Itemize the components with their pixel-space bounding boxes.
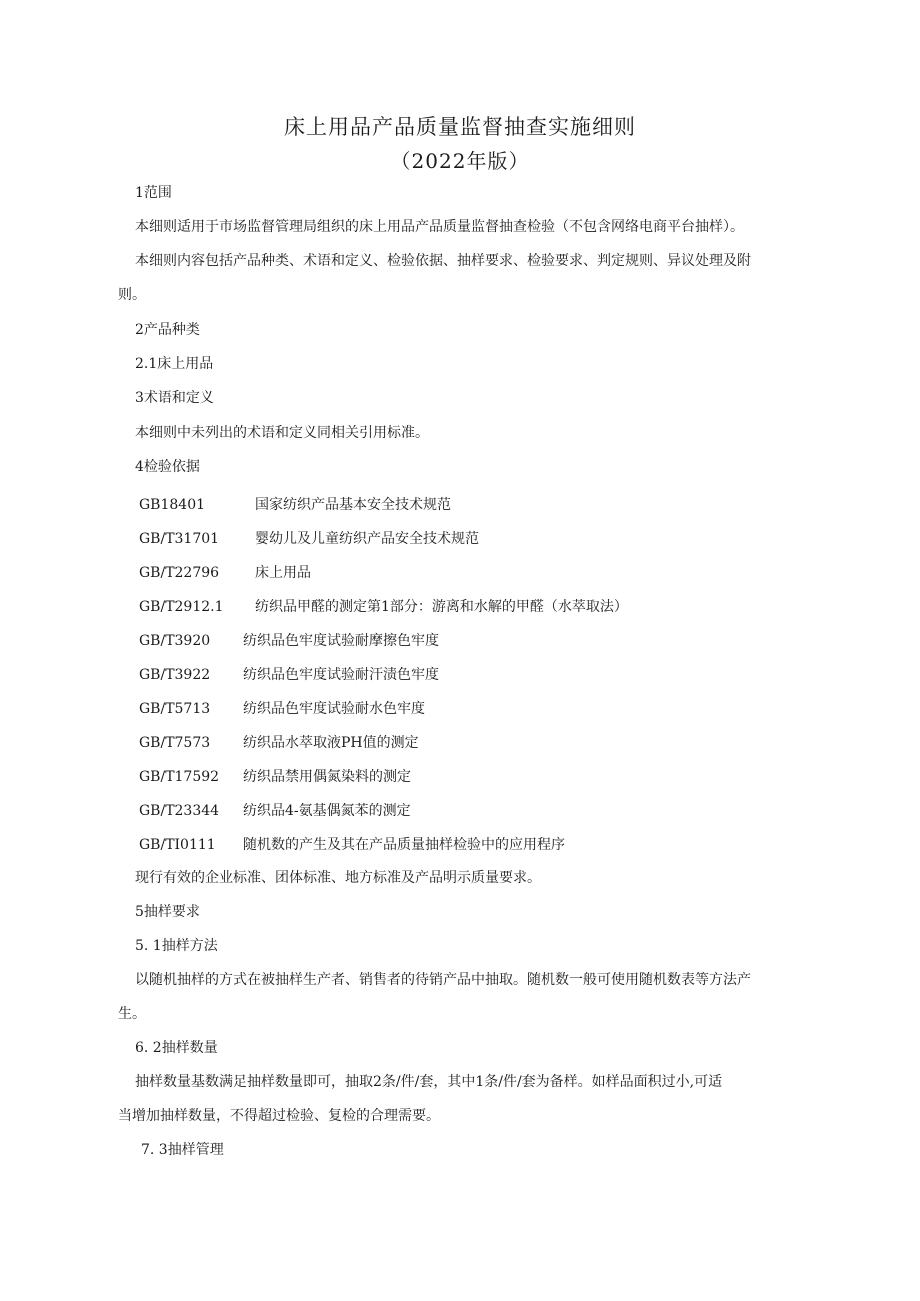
standard-name: 纺织品禁用偶氮染料的测定 — [243, 769, 411, 785]
standard-name: 随机数的产生及其在产品质量抽样检验中的应用程序 — [243, 837, 565, 853]
section-4-heading: 4检验依据 — [135, 459, 200, 475]
standard-code: GB/T23344 — [139, 803, 220, 819]
section-4-paragraph: 现行有效的企业标准、团体标准、地方标准及产品明示质量要求。 — [135, 870, 541, 886]
standard-code: GB/T31701 — [139, 531, 220, 547]
standard-code: GB/T17592 — [139, 769, 220, 785]
standard-code: GB/T22796 — [139, 565, 220, 581]
section-1-paragraph-2-line-1: 本细则内容包括产品种类、术语和定义、检验依据、抽样要求、检验要求、判定规则、异议处理及附 — [135, 253, 751, 269]
standard-name: 纺织品4-氨基偶氮苯的测定 — [243, 803, 411, 819]
standard-name: 纺织品水萃取液PH值的测定 — [243, 735, 419, 751]
standard-name: 国家纺织产品基本安全技术规范 — [255, 497, 451, 513]
standard-code: GB/T2912.1 — [139, 599, 224, 615]
standard-code: GB18401 — [139, 497, 206, 513]
standard-name: 纺织品色牢度试验耐水色牢度 — [243, 701, 425, 717]
document-title: 床上用品产品质量监督抽查实施细则 — [284, 115, 636, 139]
section-5-1-heading: 5. 1抽样方法 — [135, 938, 218, 954]
standard-name: 纺织品色牢度试验耐摩擦色牢度 — [243, 633, 439, 649]
standard-name: 纺织品色牢度试验耐汗渍色牢度 — [243, 667, 439, 683]
standard-code: GB/T3922 — [139, 667, 211, 683]
section-5-heading: 5抽样要求 — [135, 904, 200, 920]
section-1-paragraph-1: 本细则适用于市场监督管理局组织的床上用品产品质量监督抽查检验（不包含网络电商平台抽样）。 — [135, 219, 744, 235]
section-5-2-heading: 6. 2抽样数量 — [135, 1040, 218, 1056]
section-5-1-paragraph-line-2: 生。 — [118, 1006, 146, 1022]
section-2-1: 2.1床上用品 — [135, 356, 214, 372]
section-5-2-paragraph-line-1: 抽样数量基数满足抽样数量即可，抽取2条/件/套，其中1条/件/套为备样。如样品面积过小,可适 — [135, 1074, 723, 1090]
section-5-1-paragraph-line-1: 以随机抽样的方式在被抽样生产者、销售者的待销产品中抽取。随机数一般可使用随机数表等方法产 — [135, 972, 751, 988]
document-subtitle: （2022年版） — [390, 149, 530, 173]
section-1-heading: 1范围 — [135, 185, 172, 201]
standard-name: 纺织品甲醛的测定第1部分：游离和水解的甲醛（水萃取法） — [255, 599, 628, 615]
standard-code: GB/T3920 — [139, 633, 211, 649]
standard-name: 婴幼儿及儿童纺织产品安全技术规范 — [255, 531, 479, 547]
standard-code: GB/T7573 — [139, 735, 211, 751]
section-3-paragraph: 本细则中未列出的术语和定义同相关引用标准。 — [135, 425, 429, 441]
standard-code: GB/TI0111 — [139, 837, 216, 853]
section-5-3-heading: 7. 3抽样管理 — [141, 1142, 224, 1158]
section-3-heading: 3术语和定义 — [135, 390, 214, 406]
section-2-heading: 2产品种类 — [135, 322, 200, 338]
section-1-paragraph-2-line-2: 则。 — [118, 287, 146, 303]
standard-name: 床上用品 — [255, 565, 311, 581]
section-5-2-paragraph-line-2: 当增加抽样数量，不得超过检验、复检的合理需要。 — [118, 1108, 440, 1124]
standard-code: GB/T5713 — [139, 701, 211, 717]
